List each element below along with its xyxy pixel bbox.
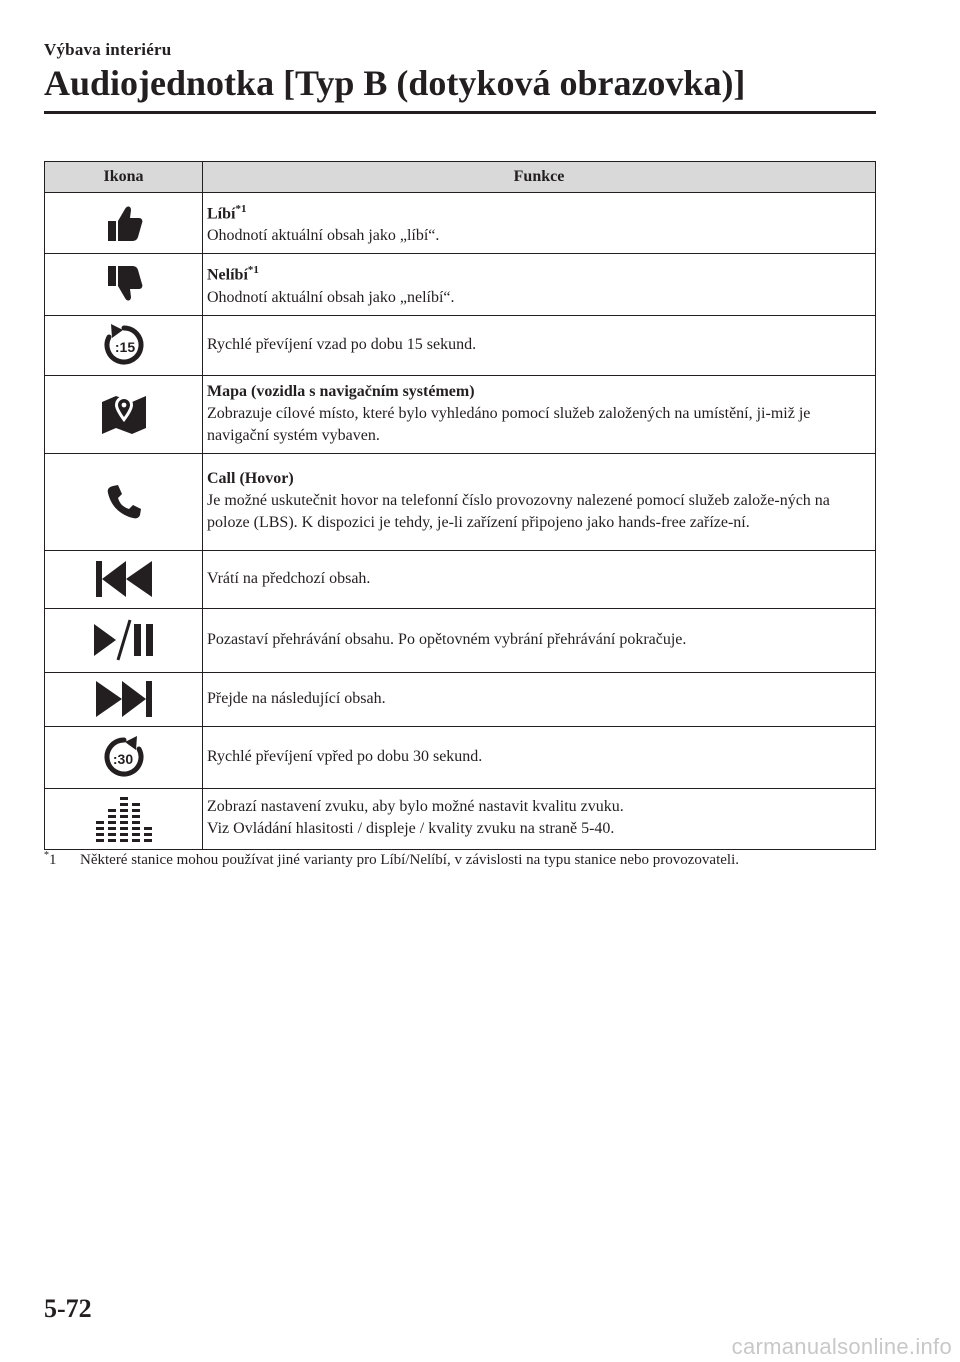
svg-text::15: :15	[114, 339, 135, 356]
skip-next-icon	[94, 679, 154, 719]
function-description: Přejde na následující obsah.	[207, 689, 386, 707]
page-number: 5-72	[44, 1294, 92, 1323]
header-icon: Ikona	[45, 162, 203, 193]
function-description: Rychlé převíjení vpřed po dobu 30 sekund.	[207, 747, 483, 765]
table-row	[45, 254, 876, 315]
footnote-ref: *1	[247, 264, 259, 277]
function-description: Rychlé převíjení vzad po dobu 15 sekund.	[207, 335, 477, 353]
phone-icon	[105, 483, 143, 521]
function-title: Líbí	[207, 205, 236, 223]
footnote-mark: *	[44, 850, 49, 861]
equalizer-icon	[96, 795, 152, 843]
table-row	[45, 315, 876, 375]
footnote	[44, 846, 924, 870]
thumbs-up-icon	[104, 203, 144, 243]
map-icon	[100, 392, 148, 436]
header-function: Funkce	[203, 162, 876, 193]
title-rule	[44, 111, 876, 114]
function-description: Zobrazuje cílové místo, které bylo vyhledáno pomocí služeb založených na umístění, ji-miž je navigační systém vybaven.	[207, 404, 811, 444]
footnote-number: 1	[49, 852, 57, 868]
function-title: Call (Hovor)	[207, 470, 294, 488]
table-row	[45, 453, 876, 550]
svg-text::30: :30	[112, 751, 133, 768]
function-description: Ohodnotí aktuální obsah jako „líbí“.	[207, 227, 440, 245]
function-description: Ohodnotí aktuální obsah jako „nelíbí“.	[207, 288, 455, 306]
table-row	[45, 550, 876, 608]
footnote-text: Některé stanice mohou používat jiné varianty pro Líbí/Nelíbí, v závislosti na typu stanice nebo provozovateli.	[80, 852, 739, 868]
function-description: Je možné uskutečnit hovor na telefonní číslo provozovny nalezené pomocí služeb založe-ných na poloze (LBS). K dispozici je tehdy, je-li zařízení připojeno jako hands-free zaříze-ní.	[207, 492, 830, 532]
table-row	[45, 726, 876, 788]
thumbs-down-icon	[104, 264, 144, 304]
icon-function-table	[44, 161, 876, 850]
table-row	[45, 672, 876, 726]
function-description: Vrátí na předchozí obsah.	[207, 569, 371, 587]
section-label: Výbava interiéru	[44, 40, 172, 59]
table-row	[45, 788, 876, 849]
table-row	[45, 193, 876, 254]
table-header-row	[45, 162, 876, 193]
function-title: Mapa (vozidla s navigačním systémem)	[207, 382, 475, 400]
play-pause-icon	[92, 618, 156, 662]
watermark: carmanualsonline.info	[731, 1334, 952, 1359]
function-description: Zobrazí nastavení zvuku, aby bylo možné nastavit kvalitu zvuku. Viz Ovládání hlasitosti / displeje / kvality zvuku na straně 5-40.	[207, 798, 624, 838]
page-title: Audiojednotka [Typ B (dotyková obrazovka)]	[44, 63, 746, 103]
function-title: Nelíbí	[207, 266, 248, 284]
table-row	[45, 375, 876, 453]
table-row	[45, 608, 876, 672]
function-description: Pozastaví přehrávání obsahu. Po opětovném vybrání přehrávání pokračuje.	[207, 630, 687, 648]
forward-30-icon	[101, 734, 147, 780]
rewind-15-icon	[101, 322, 147, 368]
skip-previous-icon	[94, 559, 154, 599]
footnote-ref: *1	[235, 203, 247, 215]
